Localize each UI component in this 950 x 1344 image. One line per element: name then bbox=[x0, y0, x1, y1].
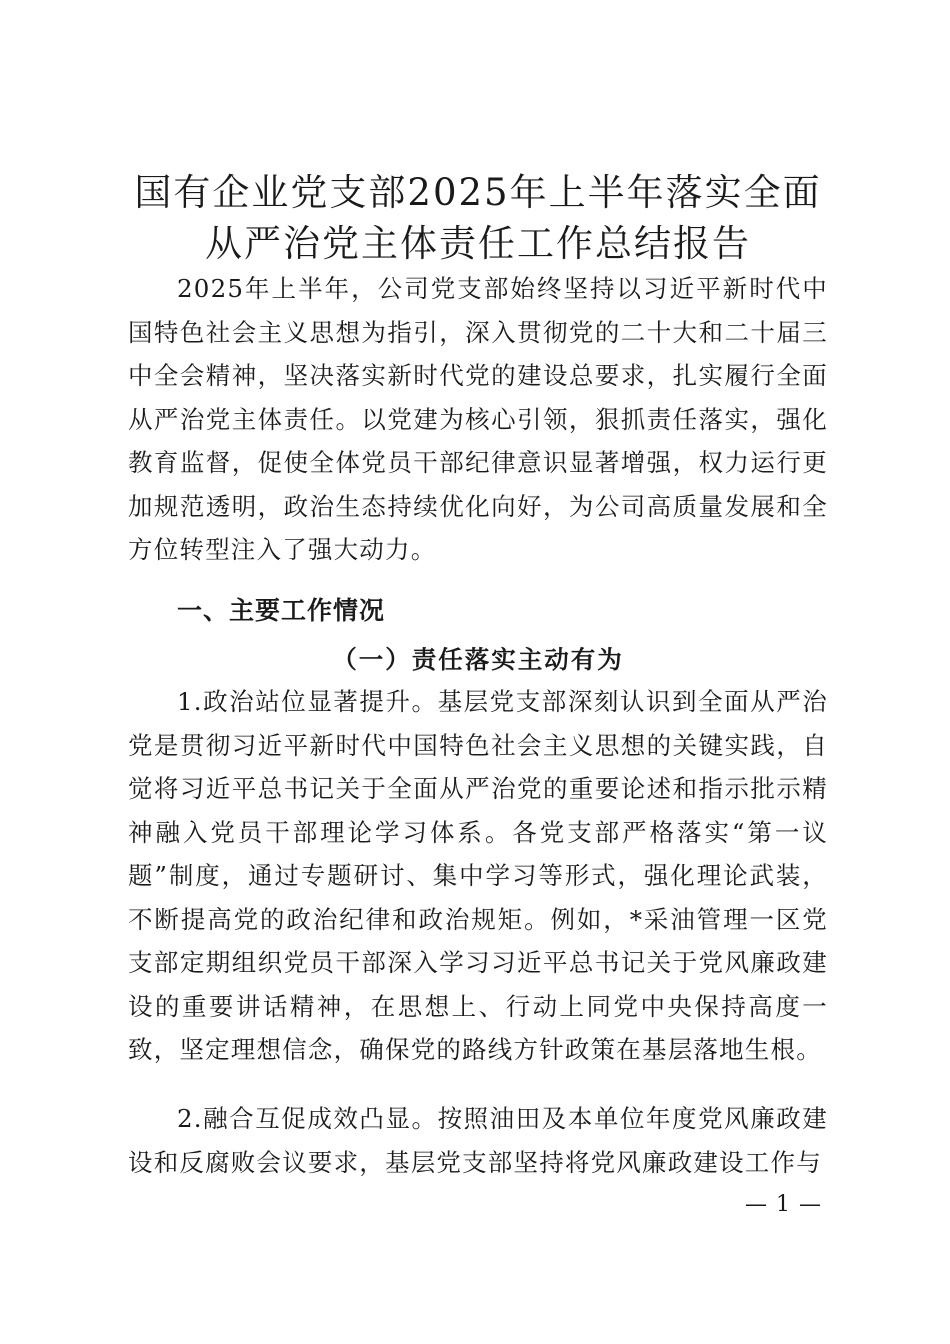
paragraph-integration: 2.融合互促成效凸显。按照油田及本单位年度党风廉政建设和反腐败会议要求，基层党支部坚持将党风廉政建设工作与 bbox=[128, 1104, 828, 1177]
intro-paragraph: 2025年上半年，公司党支部始终坚持以习近平新时代中国特色社会主义思想为指引，深入贯彻党的二十大和二十届三中全会精神，坚决落实新时代党的建设总要求，扎实履行全面从严治党主体责任。以党建为核心引领，狠抓责任落实，强化教育监督，促使全体党员干部纪律意识显著增强，权力运行更加规范透明，政治生态持续优化向好，为公司高质量发展和全方位转型注入了强大动力。 bbox=[128, 274, 828, 564]
document-title: 国有企业党支部2025年上半年落实全面从严治党主体责任工作总结报告 bbox=[134, 171, 822, 265]
subsection-heading-responsibility: （一）责任落实主动有为 bbox=[332, 645, 624, 674]
paragraph-political-stance: 1.政治站位显著提升。基层党支部深刻认识到全面从严治党是贯彻习近平新时代中国特色社会主义思想的关键实践，自觉将习近平总书记关于全面从严治党的重要论述和指示批示精神融入党员干部理论学习体系。各党支部严格落实“第一议题”制度，通过专题研讨、集中学习等形式，强化理论武装，不断提高党的政治纪律和政治规矩。例如，*采油管理一区党支部定期组织党员干部深入学习习近平总书记关于党风廉政建设的重要讲话精神，在思想上、行动上同党中央保持高度一致，坚定理想信念，确保党的路线方针政策在基层落地生根。 bbox=[128, 687, 828, 1064]
page-number: — 1 — bbox=[745, 1192, 822, 1217]
section-heading-main-work: 一、主要工作情况 bbox=[177, 596, 386, 625]
